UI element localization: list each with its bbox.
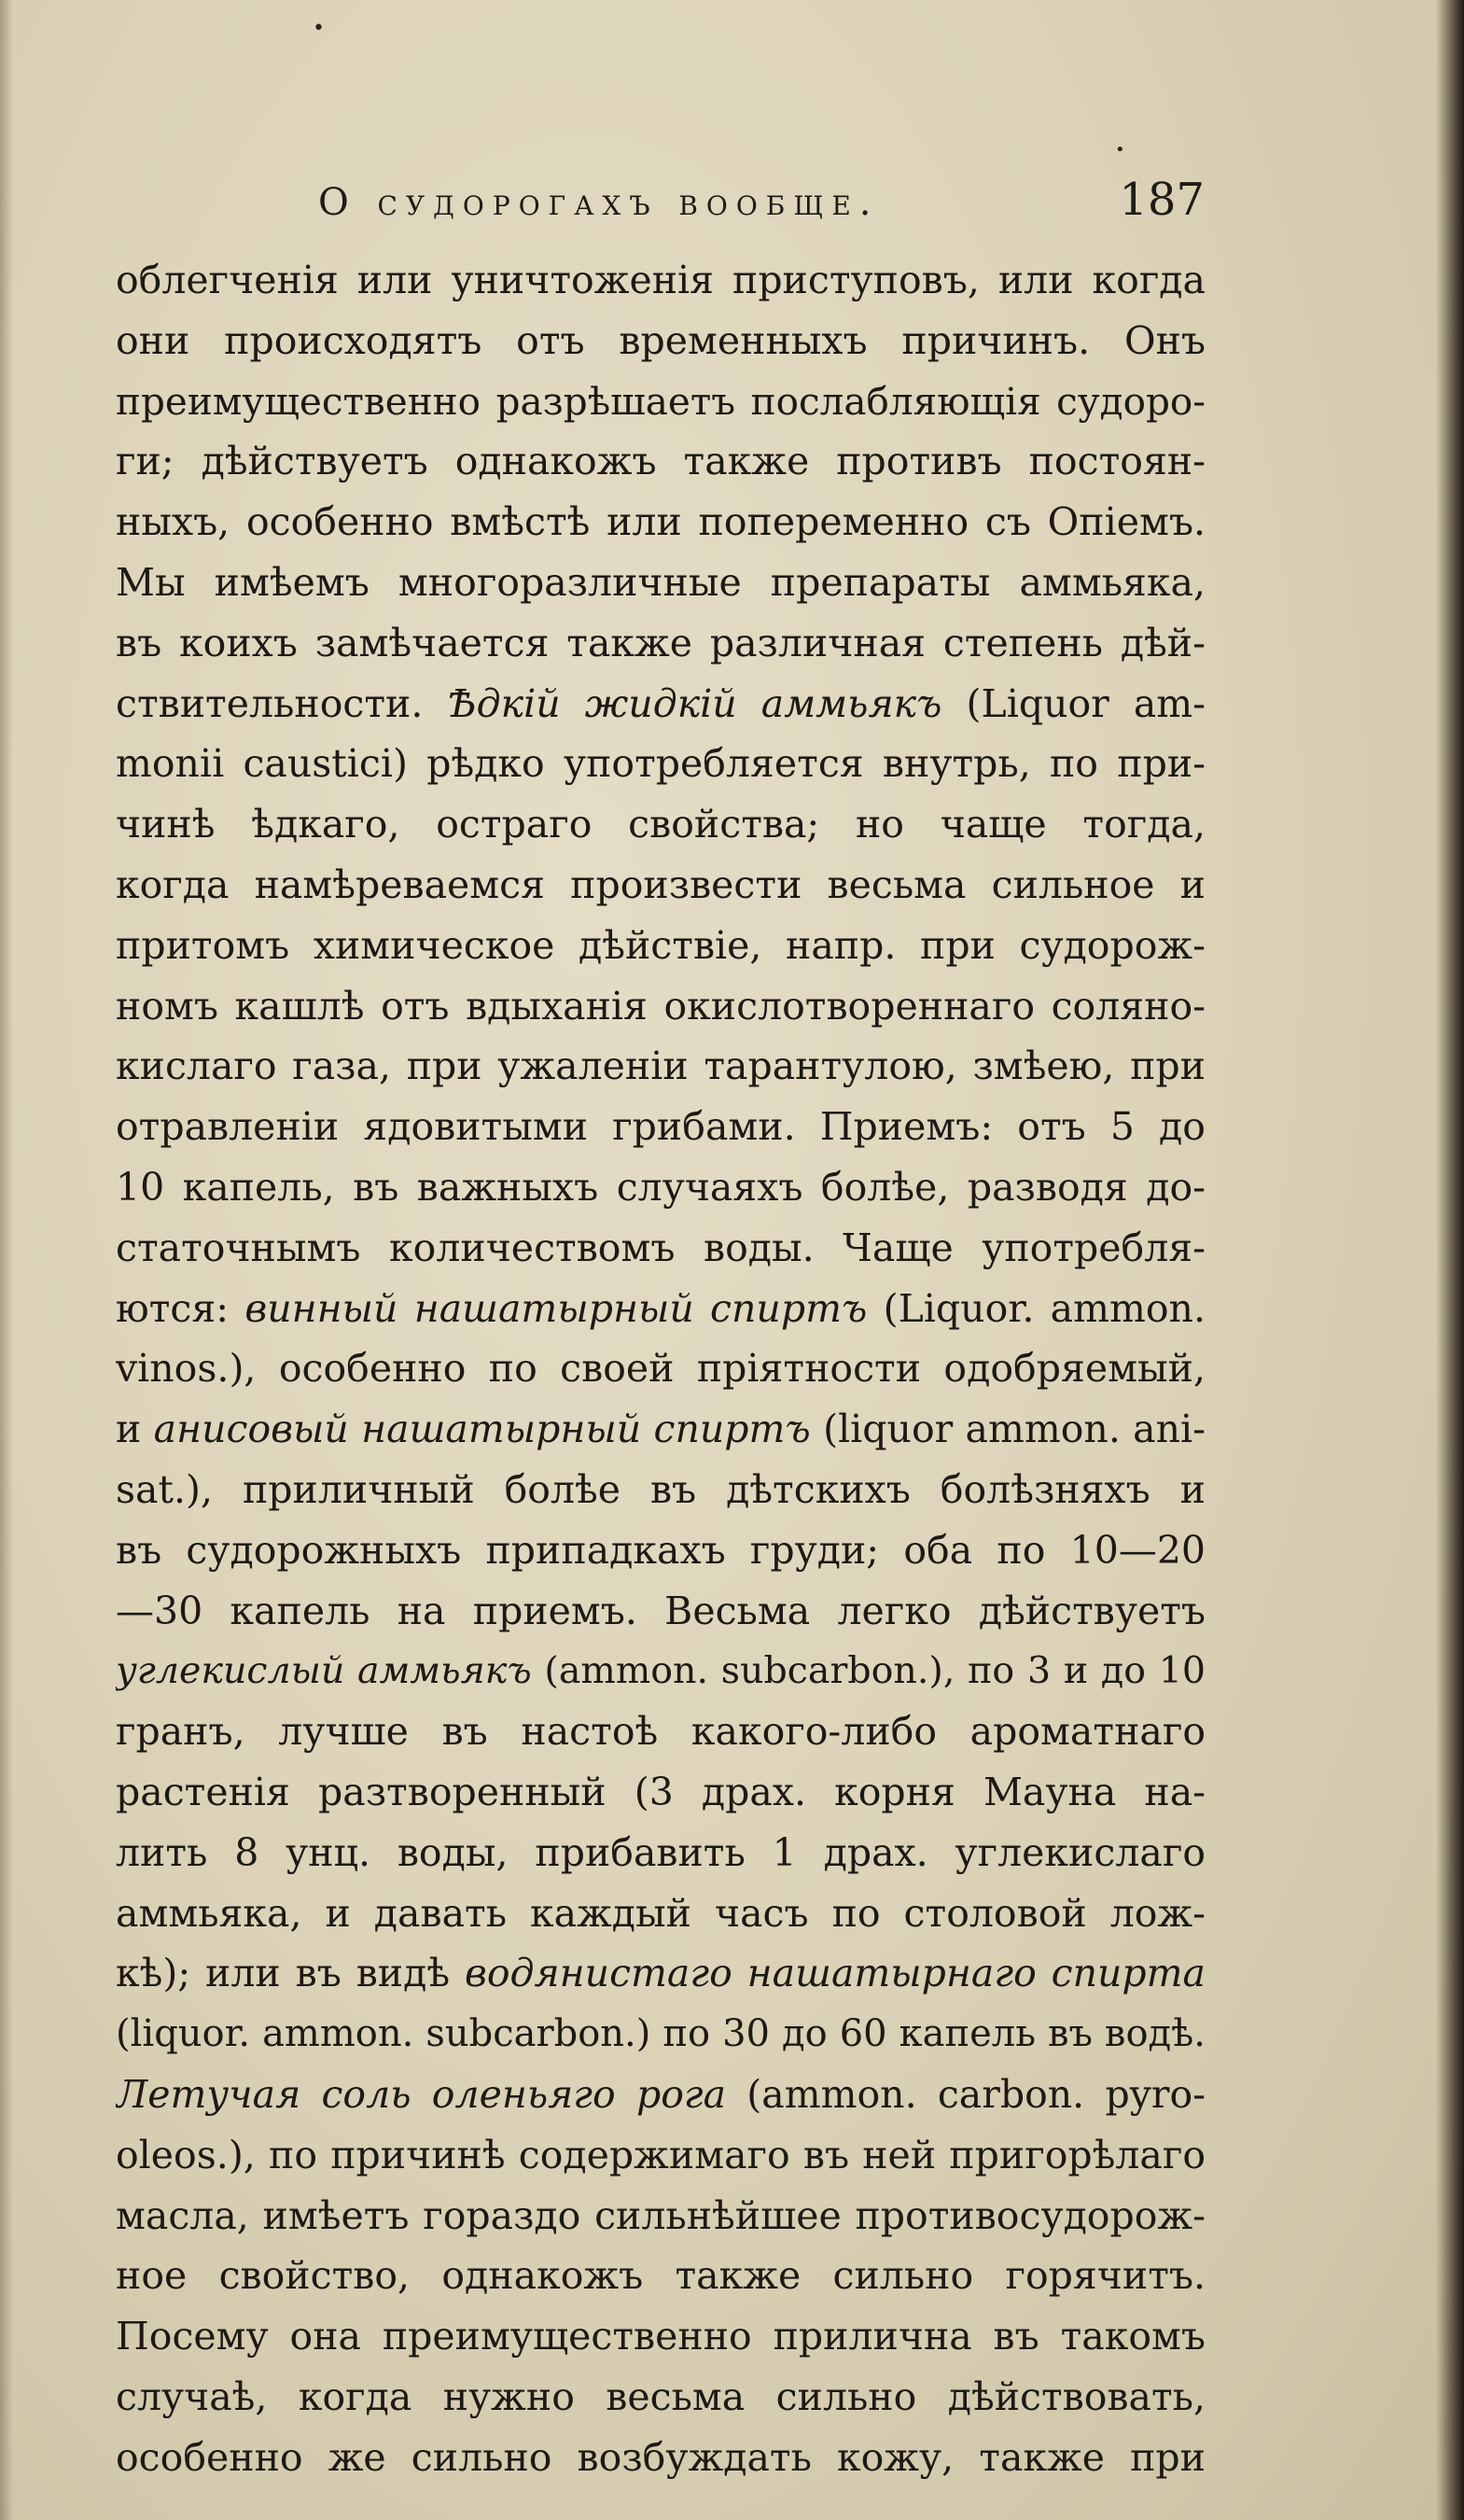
- text-line: [116, 1157, 1206, 1218]
- text-line: [116, 1581, 1206, 1642]
- text-segment: аммьяка, и давать каждый часъ по столовой лож-: [116, 1890, 1206, 1936]
- text-segment: номъ кашлѣ отъ вдыханія окислотвореннаго соляно-: [116, 983, 1206, 1029]
- text-segment: чинѣ ѣдкаго, остраго свойства; но чаще тогда,: [116, 802, 1206, 847]
- italic-term: анисовый нашатырный спиртъ: [153, 1407, 811, 1452]
- text-line: [116, 2428, 1206, 2488]
- text-segment: —30 капель на приемъ. Весьма легко дѣйствуетъ: [116, 1588, 1206, 1633]
- text-line: [116, 1460, 1206, 1520]
- text-line: [116, 2065, 1206, 2125]
- text-segment: oleos.), по причинѣ содержимаго въ ней пригорѣлаго: [116, 2132, 1206, 2177]
- text-line: [116, 553, 1206, 613]
- page-number: 187: [1119, 174, 1205, 226]
- text-line: [116, 1036, 1206, 1097]
- text-line: [116, 1520, 1206, 1581]
- text-segment: кислаго газа, при ужаленіи тарантулою, змѣею, при: [116, 1043, 1206, 1089]
- text-segment: 10 капель, въ важныхъ случаяхъ болѣе, разводя до-: [116, 1164, 1206, 1210]
- text-line: [116, 1218, 1206, 1279]
- text-line: [116, 1641, 1206, 1701]
- text-segment: гранъ, лучше въ настоѣ какого-либо ароматнаго: [116, 1709, 1206, 1755]
- text-line: [116, 311, 1206, 371]
- italic-term: винный нашатырный спиртъ: [244, 1285, 868, 1331]
- text-segment: monii caustici) рѣдко употребляется внутрь, по при-: [116, 741, 1206, 787]
- text-segment: (Liquor. ammon.: [867, 1285, 1206, 1331]
- text-segment: (ammon. subcarbon.), по 3 и до 10: [531, 1649, 1206, 1693]
- ink-speck: •: [313, 17, 325, 40]
- text-segment: vinos.), особенно по своей пріятности одобряемый,: [116, 1346, 1206, 1392]
- text-line: [116, 855, 1206, 916]
- text-segment: лить 8 унц. воды, прибавить 1 драх. углекислаго: [116, 1829, 1206, 1875]
- text-line: [116, 1762, 1206, 1823]
- italic-term: Летучая соль оленьяго рога: [116, 2071, 727, 2117]
- text-line: [116, 1097, 1206, 1157]
- text-segment: (Liquor am-: [941, 680, 1206, 726]
- text-segment: статочнымъ количествомъ воды. Чаще употребля-: [116, 1225, 1206, 1270]
- text-line: [116, 916, 1206, 976]
- text-line: [116, 1883, 1206, 1944]
- text-segment: ное свойство, однакожъ также сильно горячитъ.: [116, 2253, 1206, 2299]
- text-line: [116, 1701, 1206, 1762]
- italic-term: углекислый аммьякъ: [116, 1649, 532, 1693]
- text-segment: (ammon. carbon. pyro-: [726, 2071, 1206, 2117]
- text-line: [116, 492, 1206, 553]
- text-line: [116, 2125, 1206, 2186]
- text-segment: Посему она преимущественно прилична въ такомъ: [116, 2314, 1206, 2359]
- italic-term: Ѣдкій жидкій аммьякъ: [447, 680, 942, 726]
- text-line: [116, 2186, 1206, 2247]
- text-line: [116, 2246, 1206, 2306]
- text-segment: отравленіи ядовитыми грибами. Приемъ: отъ 5 до: [116, 1104, 1206, 1150]
- italic-term: водянистаго нашатырнаго спирта: [464, 1951, 1206, 1996]
- page-header: [318, 174, 1205, 230]
- text-line: [116, 1279, 1206, 1339]
- text-line: [116, 2004, 1206, 2065]
- text-segment: масла, имѣетъ гораздо сильнѣйшее противосудорож-: [116, 2192, 1206, 2238]
- text-segment: растенія разтворенный (3 драх. корня Мауна на-: [116, 1769, 1206, 1814]
- text-segment: когда намѣреваемся произвести весьма сильное и: [116, 861, 1206, 907]
- text-line: [116, 250, 1206, 311]
- text-segment: (liquor. ammon. subcarbon.) по 30 до 60 капель въ водѣ.: [116, 2012, 1206, 2056]
- text-line: [116, 1943, 1206, 2004]
- text-line: [116, 2367, 1206, 2428]
- text-segment: въ судорожныхъ припадкахъ груди; оба по 10—20: [116, 1527, 1206, 1573]
- text-line: [116, 794, 1206, 855]
- text-segment: облегченія или уничтоженія приступовъ, или когда: [116, 258, 1206, 302]
- text-line: [116, 734, 1206, 794]
- text-segment: кѣ); или въ видѣ: [116, 1951, 465, 1996]
- text-segment: въ коихъ замѣчается также различная степень дѣй-: [116, 620, 1206, 665]
- text-segment: они происходятъ отъ временныхъ причинъ. Онъ: [116, 317, 1206, 363]
- text-line: [116, 976, 1206, 1037]
- text-segment: ги; дѣйствуетъ однакожъ также противъ постоян-: [116, 439, 1206, 484]
- text-segment: ются:: [116, 1285, 245, 1331]
- text-line: [116, 431, 1206, 492]
- text-segment: Мы имѣемъ многоразличные препараты аммьяка,: [116, 559, 1206, 605]
- text-line: [116, 371, 1206, 432]
- text-segment: ствительности.: [116, 680, 448, 726]
- text-line: [116, 1823, 1206, 1883]
- text-line: [116, 613, 1206, 674]
- text-line: [116, 2306, 1206, 2367]
- text-segment: особенно же сильно возбуждать кожу, также при: [116, 2434, 1206, 2480]
- ink-speck: •: [1115, 140, 1125, 160]
- text-segment: ныхъ, особенно вмѣстѣ или попеременно съ Опіемъ.: [116, 499, 1206, 545]
- running-head: О судорогахъ вообще.: [318, 181, 880, 224]
- text-line: [116, 1338, 1206, 1399]
- text-segment: притомъ химическое дѣйствіе, напр. при судорож-: [116, 922, 1206, 968]
- text-segment: (liquor ammon. ani-: [810, 1407, 1206, 1452]
- text-segment: и: [116, 1407, 154, 1452]
- page-left-edge-shadow: [0, 0, 13, 2520]
- text-segment: sat.), приличный болѣе въ дѣтскихъ болѣзняхъ и: [116, 1466, 1206, 1512]
- text-line: [116, 674, 1206, 735]
- page-binding-edge: [1436, 0, 1464, 2520]
- text-segment: случаѣ, когда нужно весьма сильно дѣйствовать,: [116, 2373, 1206, 2419]
- text-segment: преимущественно разрѣшаетъ послабляющія судоро-: [116, 378, 1206, 424]
- body-text: [116, 250, 1206, 2487]
- text-line: [116, 1399, 1206, 1460]
